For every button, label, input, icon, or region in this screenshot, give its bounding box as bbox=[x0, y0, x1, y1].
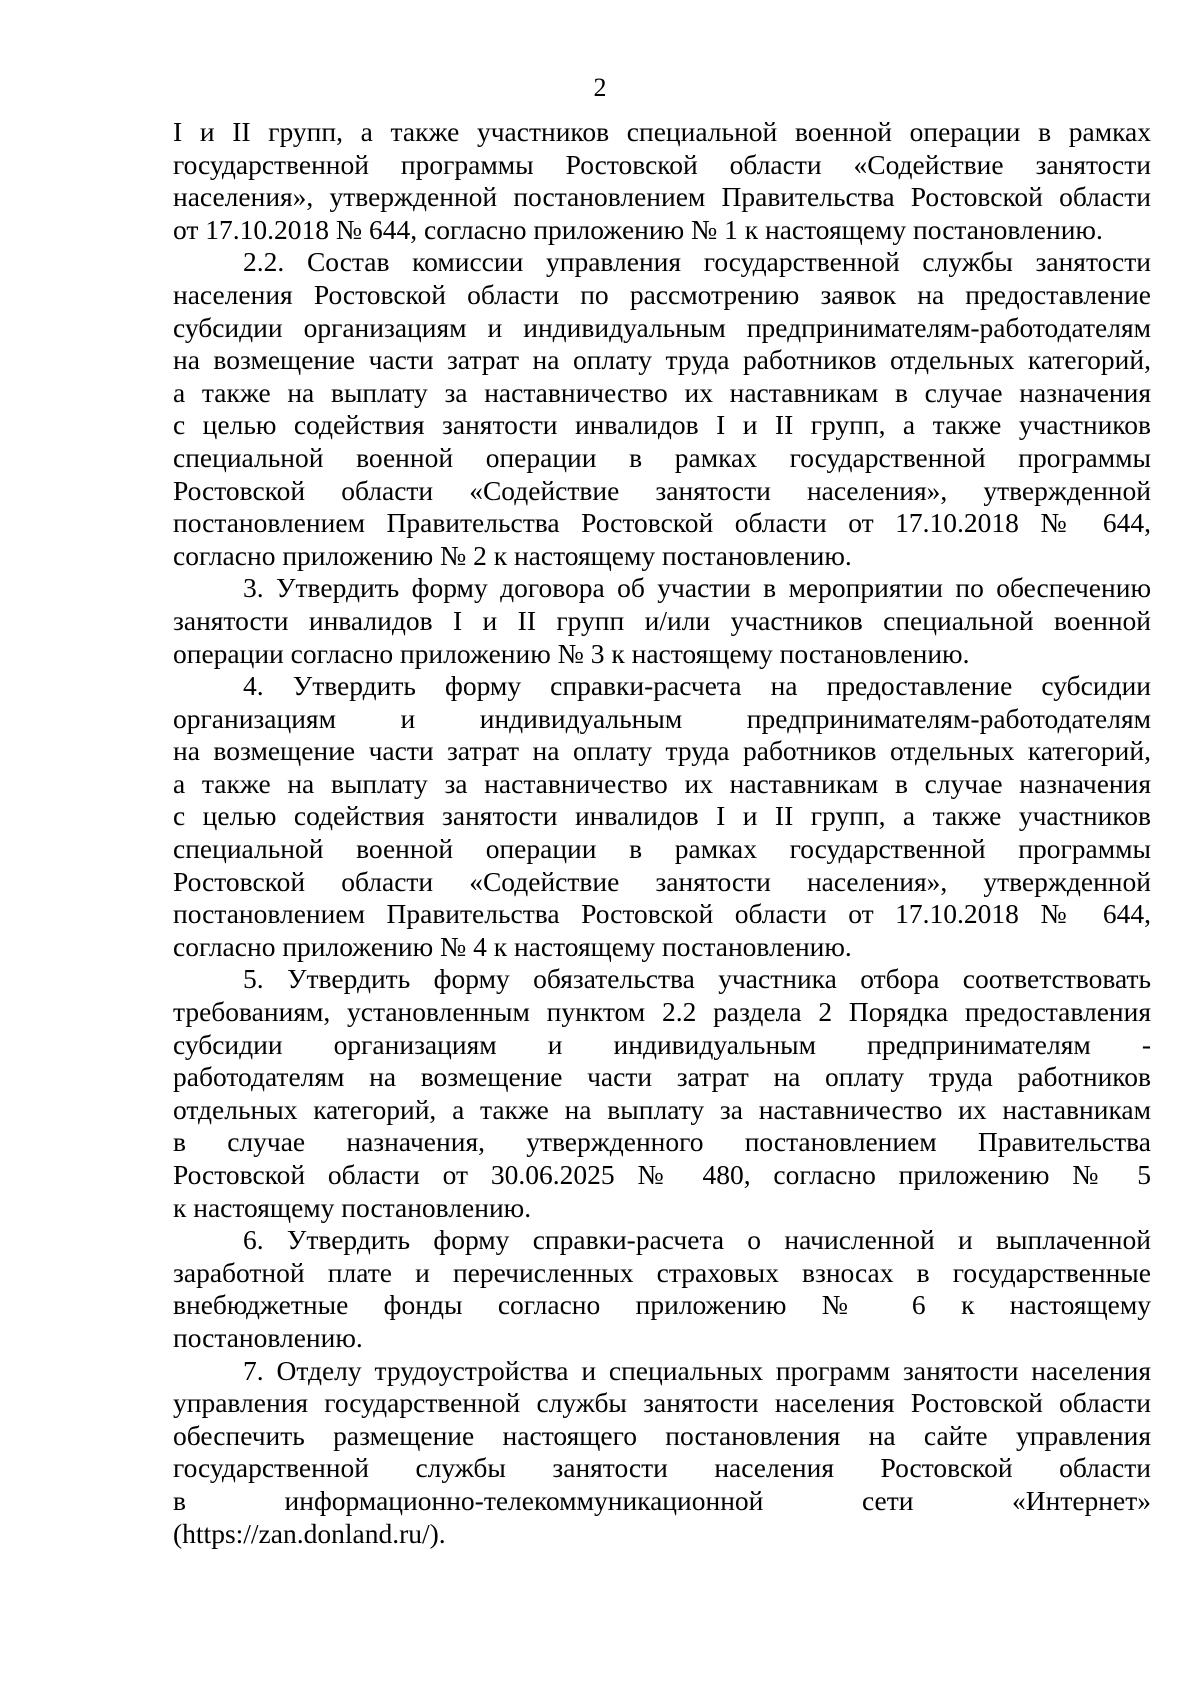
paragraph-line: I и II групп, а также участников специальной военной операции в рамках bbox=[173, 116, 1151, 147]
paragraph-line: с целью содействия занятости инвалидов I и II групп, а также участников bbox=[173, 409, 1151, 441]
paragraph-line: а также на выплату за наставничество их наставникам в случае назначения bbox=[173, 767, 1151, 799]
paragraph-line: 6. Утвердить форму справки-расчета о начисленной и выплаченной bbox=[243, 1224, 1151, 1256]
paragraph-line: государственной службы занятости населения Ростовской области bbox=[173, 1452, 1151, 1484]
paragraph-line: согласно приложению № 2 к настоящему постановлению. bbox=[173, 539, 852, 571]
paragraph-line: в информационно-телекоммуникационной сети «Интернет» bbox=[173, 1484, 1151, 1516]
paragraph bbox=[173, 572, 1151, 670]
paragraph-line: (https://zan.donland.ru/). bbox=[173, 1517, 446, 1549]
paragraph-line: 4. Утвердить форму справки-расчета на предоставление субсидии bbox=[243, 670, 1151, 702]
paragraph-line: внебюджетные фонды согласно приложению № 6 к настоящему bbox=[173, 1289, 1151, 1321]
paragraph-line: отдельных категорий, а также на выплату за наставничество их наставникам bbox=[173, 1093, 1151, 1125]
paragraph-line: на возмещение части затрат на оплату труда работников отдельных категорий, bbox=[173, 735, 1151, 767]
paragraph bbox=[173, 116, 1151, 246]
paragraph-line: в случае назначения, утвержденного постановлением Правительства bbox=[173, 1126, 1151, 1158]
page-number: 2 bbox=[593, 73, 607, 102]
paragraph bbox=[173, 246, 1151, 572]
paragraph-line: специальной военной операции в рамках государственной программы bbox=[173, 833, 1151, 865]
paragraph-line: с целью содействия занятости инвалидов I и II групп, а также участников bbox=[173, 800, 1151, 832]
paragraph-line: населения», утвержденной постановлением Правительства Ростовской области bbox=[173, 181, 1151, 213]
paragraph-line: заработной плате и перечисленных страховых взносах в государственные bbox=[173, 1256, 1151, 1288]
paragraph-line: занятости инвалидов I и II групп и/или участников специальной военной bbox=[173, 604, 1151, 636]
paragraph-line: населения Ростовской области по рассмотрению заявок на предоставление bbox=[173, 278, 1151, 310]
paragraph-line: Ростовской области «Содействие занятости населения», утвержденной bbox=[173, 474, 1151, 506]
paragraph-line: требованиям, установленным пунктом 2.2 раздела 2 Порядка предоставления bbox=[173, 996, 1151, 1028]
paragraph-line: постановлением Правительства Ростовской области от 17.10.2018 № 644, bbox=[173, 507, 1151, 539]
document-body bbox=[173, 116, 1151, 1550]
paragraph-line: Ростовской области от 30.06.2025 № 480, согласно приложению № 5 bbox=[173, 1159, 1151, 1190]
paragraph-line: субсидии организациям и индивидуальным предпринимателям-работодателям bbox=[173, 311, 1151, 343]
paragraph-line: обеспечить размещение настоящего постановления на сайте управления bbox=[173, 1419, 1151, 1451]
paragraph-line: на возмещение части затрат на оплату труда работников отдельных категорий, bbox=[173, 344, 1151, 376]
paragraph-line: работодателям на возмещение части затрат на оплату труда работников bbox=[173, 1061, 1151, 1093]
paragraph-line: 7. Отделу трудоустройства и специальных программ занятости населения bbox=[243, 1354, 1151, 1386]
paragraph-line: 3. Утвердить форму договора об участии в мероприятии по обеспечению bbox=[243, 572, 1151, 604]
paragraph-line: специальной военной операции в рамках государственной программы bbox=[173, 441, 1151, 473]
paragraph bbox=[173, 670, 1151, 963]
paragraph bbox=[173, 1355, 1151, 1551]
paragraph-line: Ростовской области «Содействие занятости населения», утвержденной bbox=[173, 865, 1151, 897]
paragraph-line: 2.2. Состав комиссии управления государственной службы занятости bbox=[243, 246, 1151, 278]
paragraph-line: постановлением Правительства Ростовской области от 17.10.2018 № 644, bbox=[173, 898, 1151, 930]
paragraph-line: от 17.10.2018 № 644, согласно приложению № 1 к настоящему постановлению. bbox=[173, 213, 1103, 245]
paragraph-line: государственной программы Ростовской области «Содействие занятости bbox=[173, 148, 1151, 180]
paragraph-line: организациям и индивидуальным предпринимателям-работодателям bbox=[173, 702, 1151, 734]
paragraph bbox=[173, 963, 1151, 1224]
paragraph-line: управления государственной службы занятости населения Ростовской области bbox=[173, 1387, 1151, 1419]
paragraph-line: 5. Утвердить форму обязательства участника отбора соответствовать bbox=[243, 963, 1151, 995]
paragraph-line: субсидии организациям и индивидуальным предпринимателям - bbox=[173, 1028, 1151, 1060]
paragraph-line: операции согласно приложению № 3 к настоящему постановлению. bbox=[173, 637, 970, 669]
paragraph-line: согласно приложению № 4 к настоящему постановлению. bbox=[173, 930, 852, 962]
paragraph-line: а также на выплату за наставничество их наставникам в случае назначения bbox=[173, 376, 1151, 408]
paragraph-line: к настоящему постановлению. bbox=[173, 1191, 532, 1223]
paragraph bbox=[173, 1224, 1151, 1354]
paragraph-line: постановлению. bbox=[173, 1321, 363, 1353]
